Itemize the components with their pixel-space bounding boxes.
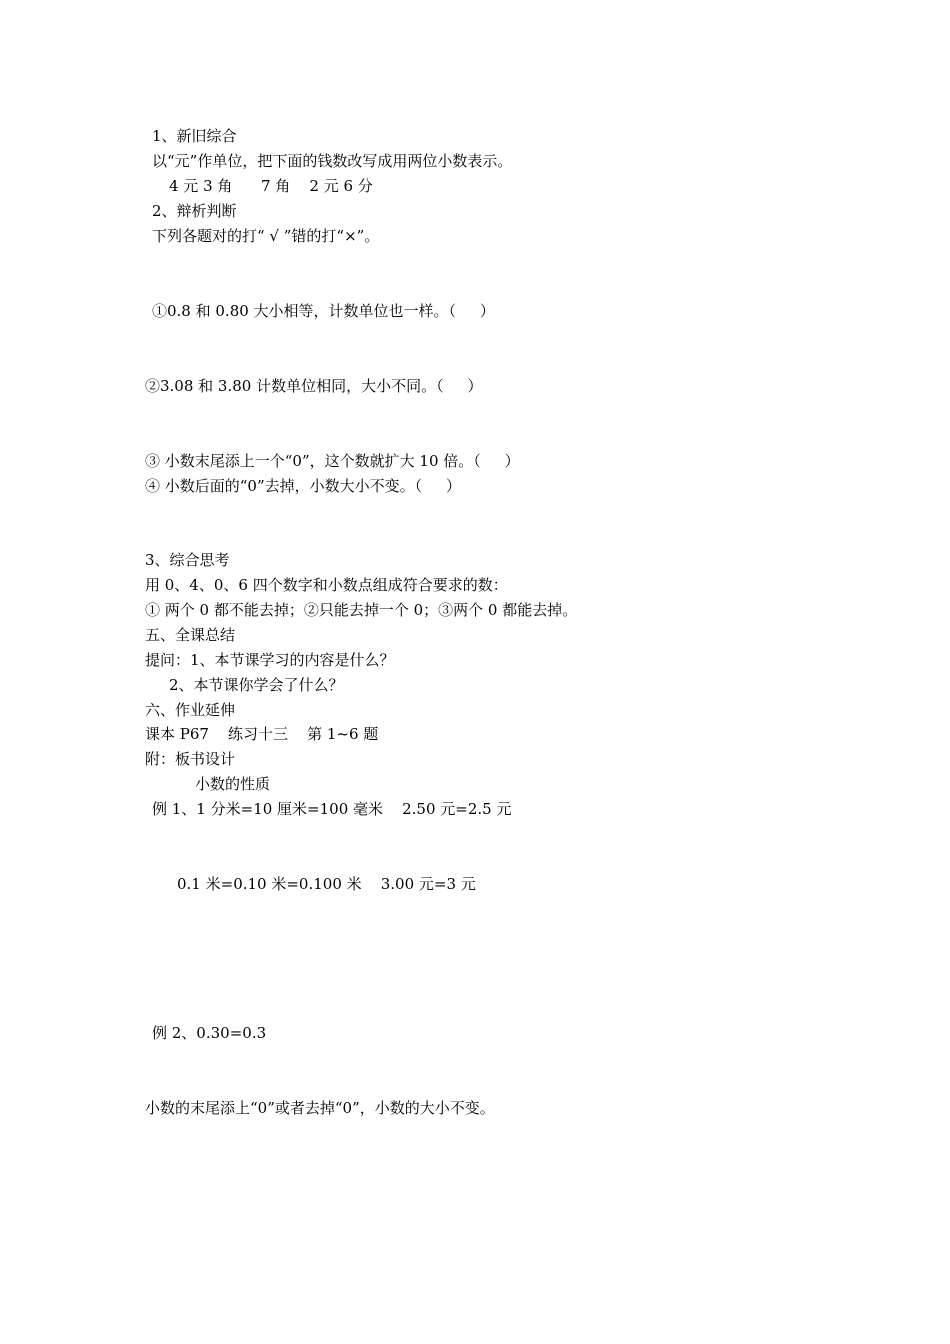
section-2-instruction: 下列各题对的打“ √ ”错的打“×”。	[152, 227, 380, 245]
judgment-item-2: ②3.08 和 3.80 计数单位相同，大小不同。（ ）	[145, 377, 483, 395]
summary-question-1: 提问：1、本节课学习的内容是什么？	[145, 651, 395, 669]
section-3-heading: 3、综合思考	[145, 551, 230, 569]
judgment-item-4: ④ 小数后面的“0”去掉，小数大小不变。（ ）	[145, 477, 461, 495]
judgment-item-3: ③ 小数末尾添上一个“0”，这个数就扩大 10 倍。（ ）	[145, 452, 520, 470]
homework-text: 课本 P67 练习十三 第 1~6 题	[145, 725, 379, 743]
section-2-heading: 2、辩析判断	[152, 202, 237, 220]
example-2: 例 2、0.30=0.3	[152, 1024, 267, 1042]
example-1: 例 1、1 分米=10 厘米=100 毫米 2.50 元=2.5 元	[152, 800, 512, 818]
property-conclusion: 小数的末尾添上“0”或者去掉“0”，小数的大小不变。	[145, 1099, 495, 1117]
section-1-amounts: 4 元 3 角 7 角 2 元 6 分	[169, 177, 373, 195]
board-title: 小数的性质	[195, 775, 271, 793]
board-design-heading: 附：板书设计	[145, 750, 236, 768]
section-1-instruction: 以“元”作单位，把下面的钱数改写成用两位小数表示。	[152, 152, 513, 170]
section-3-instruction: 用 0、4、0、6 四个数字和小数点组成符合要求的数：	[145, 576, 508, 594]
section-1-heading: 1、新旧综合	[152, 127, 237, 145]
section-3-requirements: ① 两个 0 都不能去掉；②只能去掉一个 0；③两个 0 都能去掉。	[145, 601, 578, 619]
judgment-item-1: ①0.8 和 0.80 大小相等，计数单位也一样。（ ）	[152, 302, 495, 320]
summary-question-2: 2、本节课你学会了什么？	[169, 676, 344, 694]
section-6-heading: 六、作业延伸	[145, 701, 236, 719]
section-5-heading: 五、全课总结	[145, 626, 236, 644]
example-1-continued: 0.1 米=0.10 米=0.100 米 3.00 元=3 元	[177, 875, 476, 893]
